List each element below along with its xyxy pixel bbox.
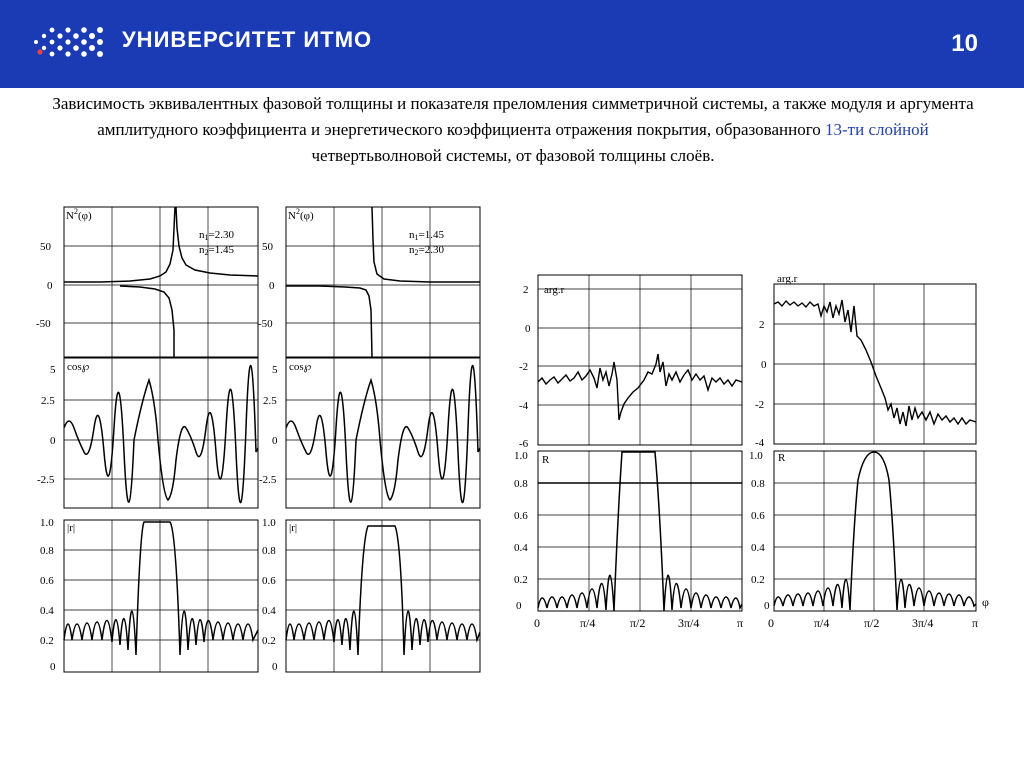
n2-right-value: =2.30	[418, 244, 444, 256]
n2-left-label2: n	[199, 244, 205, 256]
cos-left-tick-minus2-5: -2.5	[37, 474, 55, 486]
svg-text:n1=1.45	[409, 229, 444, 242]
cos-left-tick-0: 0	[50, 435, 56, 447]
caption-highlight: 13-ти слойной	[825, 120, 929, 139]
caption-part1: Зависимость эквивалентных фазовой толщины и показателя преломления симметричной системы, а также модуля и аргумента амплитудного коэффициента и энергетического коэффициента отражения покрытия, образованного	[52, 94, 974, 139]
R-left-tick-0-2: 0.2	[514, 574, 528, 586]
n2-right-tick-50: 50	[262, 241, 273, 253]
panel-R-left	[514, 450, 743, 630]
svg-text:n2=1.45	[199, 244, 234, 257]
arg-left-tick-minus6: -6	[519, 438, 529, 450]
R-right-xtick-3pi4: 3π/4	[912, 616, 934, 630]
n1-right-sub: 1	[414, 233, 419, 242]
n2-left-tick-50: 50	[40, 241, 51, 253]
r-right-label: |r|	[289, 522, 298, 534]
r-right-tick-0-2: 0.2	[262, 635, 276, 647]
panel-n2-right	[258, 207, 480, 357]
n2-right-sub2: 2	[414, 248, 419, 257]
n2-right-label2: n	[409, 244, 415, 256]
arg-left-tick-0: 0	[525, 323, 531, 335]
n1-left-sub: 1	[204, 233, 209, 242]
R-left-tick-0-8: 0.8	[514, 478, 528, 490]
R-left-label: R	[542, 454, 550, 466]
R-right-curve	[774, 452, 976, 610]
R-right-xtick-pi: π	[972, 616, 979, 630]
r-left-label: |r|	[67, 522, 76, 534]
panel-arg-right	[755, 273, 976, 449]
cos-right-curve	[286, 366, 480, 503]
arg-right-tick-minus4: -4	[755, 437, 765, 449]
caption-part2: четвертьволновой системы, от фазовой толщины слоёв.	[311, 146, 715, 165]
n2-right-tick-minus50: -50	[258, 318, 273, 330]
arg-left-tick-minus4: -4	[519, 400, 529, 412]
page-number: 10	[951, 30, 978, 57]
panel-n2-left	[36, 207, 258, 357]
r-left-tick-0: 0	[50, 661, 56, 673]
panel-r-left	[40, 517, 258, 673]
n1-right-value: =1.45	[418, 229, 444, 241]
R-right-tick-0-8: 0.8	[751, 478, 765, 490]
svg-text:n1=2.30	[199, 229, 234, 242]
R-right-tick-0-4: 0.4	[751, 542, 765, 554]
r-right-tick-1-0: 1.0	[262, 517, 276, 529]
n1-right-label: n	[409, 229, 415, 241]
R-right-tick-0-2: 0.2	[751, 574, 765, 586]
arg-left-tick-minus2: -2	[519, 361, 529, 373]
arg-left-tick-2: 2	[523, 284, 529, 296]
arg-right-tick-minus2: -2	[755, 399, 765, 411]
r-right-tick-0: 0	[272, 661, 278, 673]
cos-left-tick-2-5: 2.5	[41, 395, 55, 407]
R-left-xtick-0: 0	[534, 616, 540, 630]
r-left-tick-0-6: 0.6	[40, 575, 54, 587]
R-right-xtick-pi4: π/4	[814, 616, 830, 630]
svg-text:n2=2.30	[409, 244, 444, 257]
r-left-tick-0-4: 0.4	[40, 605, 54, 617]
r-left-tick-0-8: 0.8	[40, 545, 54, 557]
n2-left-curve	[64, 207, 175, 357]
university-brand: УНИВЕРСИТЕТ ИТМО	[122, 27, 373, 52]
n2-left-label: N	[66, 210, 74, 222]
n1-left-value: =2.30	[208, 229, 234, 241]
R-left-tick-0-4: 0.4	[514, 542, 528, 554]
r-right-tick-0-8: 0.8	[262, 545, 276, 557]
cos-right-tick-0: 0	[272, 435, 278, 447]
R-right-tick-0: 0	[764, 600, 770, 612]
n2-left-tick-minus50: -50	[36, 318, 51, 330]
cos-right-tick-5: 5	[272, 364, 278, 376]
cos-left-curve	[64, 366, 258, 503]
r-right-curve	[286, 526, 480, 655]
r-left-curve	[64, 522, 258, 655]
n2-left-tick-0: 0	[47, 280, 53, 292]
panel-r-right	[262, 517, 480, 673]
arg-right-label: arg.r	[777, 273, 798, 285]
cos-left-label: cos℘	[67, 361, 90, 373]
r-left-tick-0-2: 0.2	[40, 635, 54, 647]
n2-right-curve	[286, 207, 480, 357]
R-left-xtick-pi4: π/4	[580, 616, 596, 630]
n2-left-sub2: 2	[204, 248, 209, 257]
n2-right-arg: (φ)	[299, 210, 314, 222]
svg-text:N2(φ)	[288, 207, 314, 222]
R-right-tick-0-6: 0.6	[751, 510, 765, 522]
n1-left-label: n	[199, 229, 205, 241]
R-left-tick-0-6: 0.6	[514, 510, 528, 522]
panel-R-right	[749, 450, 989, 630]
cos-right-tick-minus2-5: -2.5	[259, 474, 277, 486]
r-left-tick-1-0: 1.0	[40, 517, 54, 529]
R-left-tick-0: 0	[516, 600, 522, 612]
cos-right-tick-2-5: 2.5	[263, 395, 277, 407]
svg-text:N2(φ)	[66, 207, 92, 222]
r-right-tick-0-4: 0.4	[262, 605, 276, 617]
arg-left-label: arg.r	[544, 284, 565, 296]
R-right-xtick-0: 0	[768, 616, 774, 630]
R-left-xtick-pi: π	[737, 616, 744, 630]
n2-left-value: =1.45	[208, 244, 234, 256]
panel-cos-left	[37, 358, 258, 508]
R-right-tick-1-0: 1.0	[749, 450, 763, 462]
cos-right-label: cos℘	[289, 361, 312, 373]
n2-right-sup: 2	[295, 207, 300, 216]
R-right-xaxis-label: φ	[982, 595, 989, 609]
R-right-label: R	[778, 452, 786, 464]
n2-right-tick-0: 0	[269, 280, 275, 292]
arg-right-tick-2: 2	[759, 319, 765, 331]
R-left-tick-1-0: 1.0	[514, 450, 528, 462]
arg-right-tick-0: 0	[761, 359, 767, 371]
R-left-xtick-3pi4: 3π/4	[678, 616, 700, 630]
panel-cos-right	[259, 358, 480, 508]
R-right-xtick-pi2: π/2	[864, 616, 880, 630]
R-left-xtick-pi2: π/2	[630, 616, 646, 630]
cos-left-tick-5: 5	[50, 364, 56, 376]
r-right-tick-0-6: 0.6	[262, 575, 276, 587]
panel-arg-left	[519, 275, 742, 450]
n2-left-sup: 2	[73, 207, 78, 216]
n2-right-label: N	[288, 210, 296, 222]
n2-left-arg: (φ)	[77, 210, 92, 222]
arg-right-curve	[774, 300, 976, 426]
